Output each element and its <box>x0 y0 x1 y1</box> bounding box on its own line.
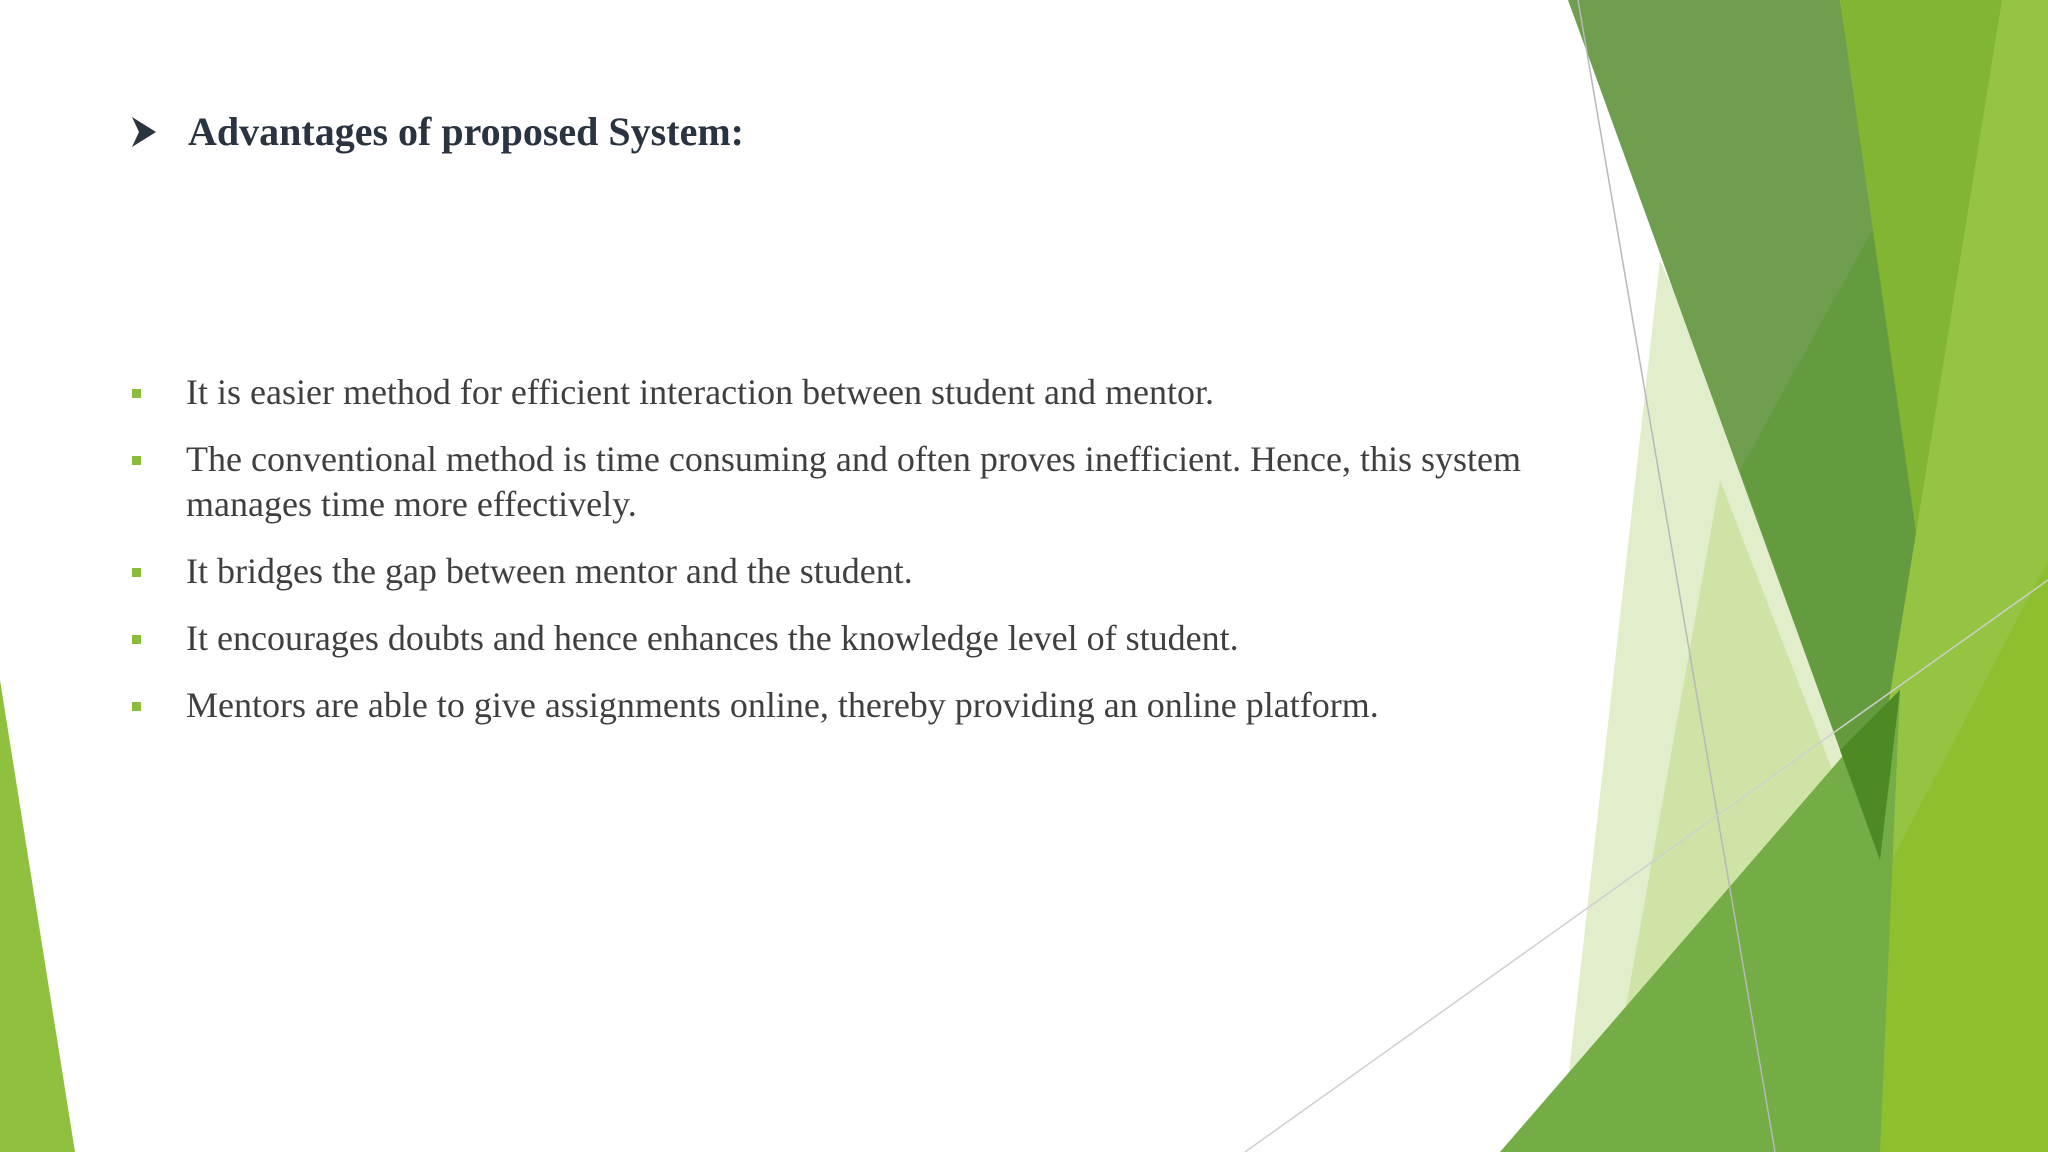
heading-row <box>130 108 744 155</box>
bullet-text: Mentors are able to give assignments online, thereby providing an online platform. <box>186 685 1379 725</box>
slide-title: Advantages of proposed System: <box>188 109 744 154</box>
list-item <box>130 370 1530 415</box>
arrowhead-icon <box>130 115 158 149</box>
square-bullet-icon <box>132 389 141 398</box>
bullet-text: It is easier method for efficient interaction between student and mentor. <box>186 372 1214 412</box>
bullet-text: It bridges the gap between mentor and the student. <box>186 551 913 591</box>
bullet-text: The conventional method is time consuming and often proves inefficient. Hence, this system manages time more effectively. <box>186 439 1522 524</box>
list-item <box>130 437 1530 527</box>
square-bullet-icon <box>132 456 141 465</box>
bullet-list <box>130 370 1530 750</box>
bullet-text: It encourages doubts and hence enhances the knowledge level of student. <box>186 618 1239 658</box>
list-item <box>130 683 1530 728</box>
square-bullet-icon <box>132 568 141 577</box>
list-item <box>130 549 1530 594</box>
square-bullet-icon <box>132 702 141 711</box>
left-green-sliver <box>0 680 75 1152</box>
list-item <box>130 616 1530 661</box>
square-bullet-icon <box>132 635 141 644</box>
